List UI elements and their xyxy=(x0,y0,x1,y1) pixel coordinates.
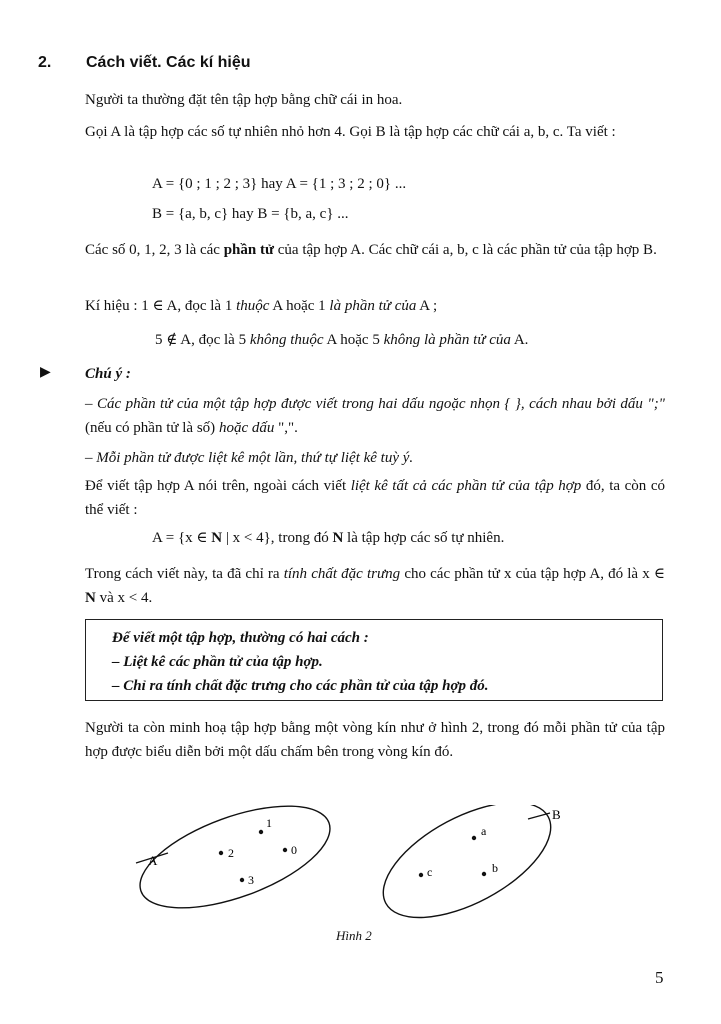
figure-caption: Hình 2 xyxy=(336,928,372,943)
summary-line-2: – Liệt kê các phần tử của tập hợp. xyxy=(112,654,323,670)
paragraph-illustration: Người ta còn minh hoạ tập hợp bằng một vòng kín như ở hình 2, trong đó mỗi phần tử của tập hợp được biểu diễn bởi một dấu chấm bên trong vòng kín đó. xyxy=(85,720,665,760)
summary-line-3: – Chỉ ra tính chất đặc trưng cho các phần tử của tập hợp đó. xyxy=(112,678,489,694)
set-b-loop xyxy=(366,805,569,930)
element-b-c: c xyxy=(427,865,433,879)
summary-box xyxy=(85,619,663,701)
paragraph-alternative: Để viết tập hợp A nói trên, ngoài cách viết liệt kê tất cả các phần tử của tập hợp đó, ta còn có thể viết : xyxy=(85,478,665,518)
dot-a-1 xyxy=(259,830,263,834)
set-b-label: B xyxy=(552,807,561,822)
term-element: phần tử xyxy=(223,242,274,258)
dot-a-3 xyxy=(240,878,244,882)
element-a-2: 2 xyxy=(228,846,234,860)
element-b-a: a xyxy=(481,824,487,838)
section-heading xyxy=(38,54,251,72)
note-line-2: – Mỗi phần tử được liệt kê một lần, thứ tự liệt kê tuỳ ý. xyxy=(85,450,414,466)
paragraph-elements: Các số 0, 1, 2, 3 là các phần tử của tập hợp A. Các chữ cái a, b, c là các phần tử của tập hợp B. xyxy=(85,242,657,258)
section-title: Cách viết. Các kí hiệu xyxy=(86,54,251,71)
paragraph-property: Trong cách viết này, ta đã chỉ ra tính chất đặc trưng cho các phần tử x của tập hợp A, đó là x ∈ N và x < 4. xyxy=(85,566,666,606)
dot-b-c xyxy=(419,873,423,877)
element-a-3: 3 xyxy=(248,873,254,887)
dot-b-b xyxy=(482,872,486,876)
notation-belongs: Kí hiệu : 1 ∈ A, đọc là 1 thuộc A hoặc 1 là phần tử của A ; xyxy=(85,298,438,314)
paragraph-example: Gọi A là tập hợp các số tự nhiên nhỏ hơn 4. Gọi B là tập hợp các chữ cái a, b, c. Ta viết : xyxy=(85,124,616,140)
note-marker-icon: ▶ xyxy=(40,365,51,380)
set-a-label: A xyxy=(148,853,158,868)
venn-figure xyxy=(130,805,570,930)
note-title: Chú ý : xyxy=(85,366,131,382)
element-a-0: 0 xyxy=(291,843,297,857)
formula-set-a: A = {0 ; 1 ; 2 ; 3} hay A = {1 ; 3 ; 2 ; 0} ... xyxy=(152,176,407,192)
notation-not-belongs: 5 ∉ A, đọc là 5 không thuộc A hoặc 5 không là phần tử của A. xyxy=(155,332,529,348)
element-b-b: b xyxy=(492,861,498,875)
summary-line-1: Để viết một tập hợp, thường có hai cách : xyxy=(112,630,369,646)
set-a-loop xyxy=(130,805,343,929)
element-a-1: 1 xyxy=(266,816,272,830)
section-number: 2. xyxy=(38,54,52,71)
formula-set-b: B = {a, b, c} hay B = {b, a, c} ... xyxy=(152,206,349,222)
page-number: 5 xyxy=(655,968,664,987)
dot-a-0 xyxy=(283,848,287,852)
dot-b-a xyxy=(472,836,476,840)
formula-characteristic: A = {x ∈ N | x < 4}, trong đó N là tập hợp các số tự nhiên. xyxy=(152,530,505,546)
dot-a-2 xyxy=(219,851,223,855)
note-line-1: – Các phần tử của một tập hợp được viết trong hai dấu ngoặc nhọn { }, cách nhau bởi dấu ";" (nếu có phần tử là số) hoặc dấu ",". xyxy=(85,396,665,436)
paragraph-naming: Người ta thường đặt tên tập hợp bằng chữ cái in hoa. xyxy=(85,92,403,108)
set-b-pointer xyxy=(528,813,550,819)
